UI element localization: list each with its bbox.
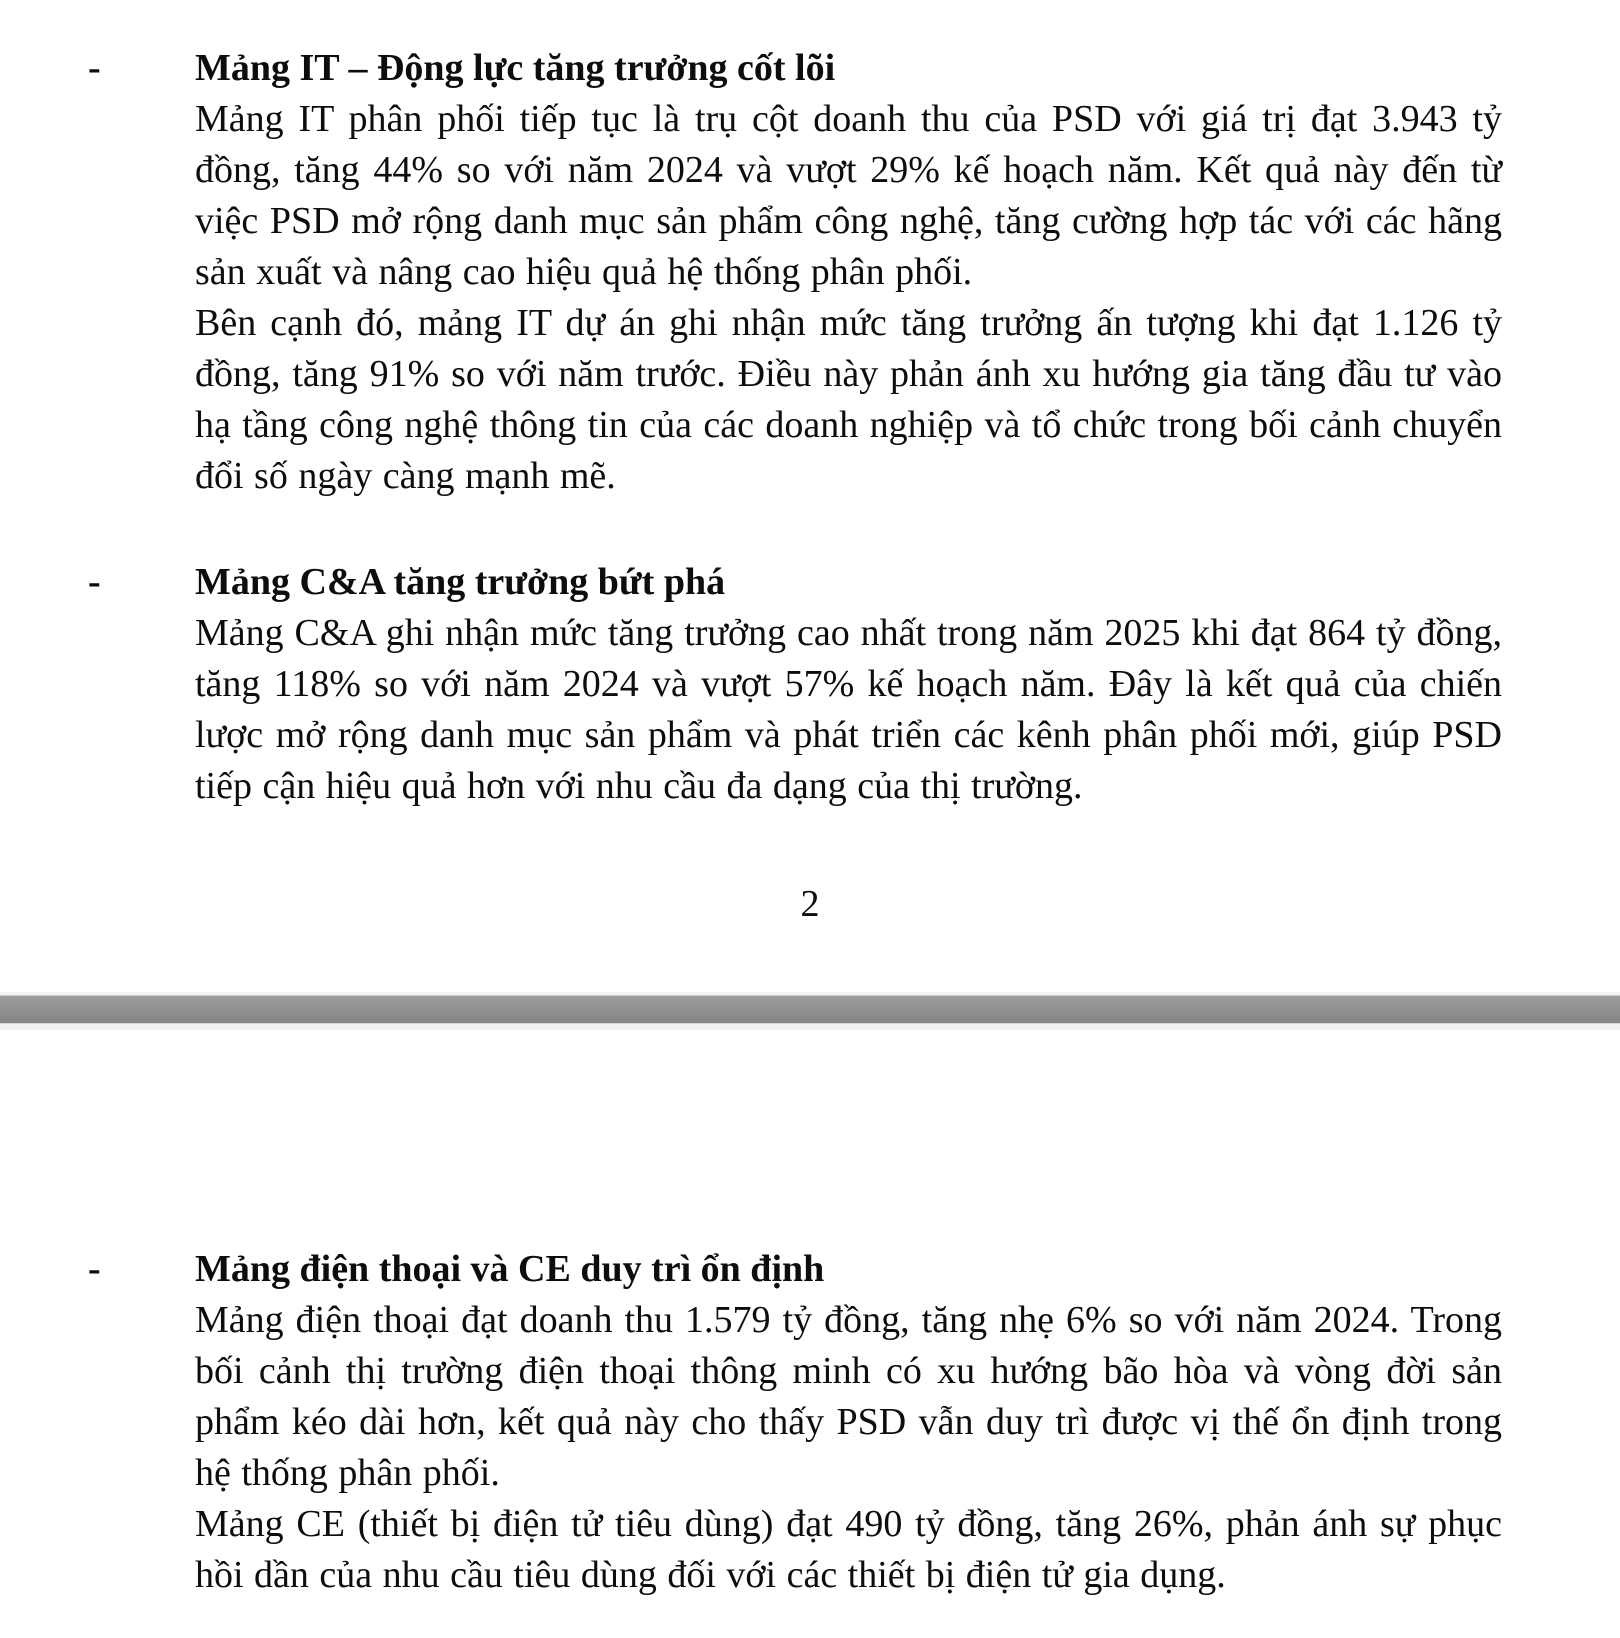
body-paragraph: Mảng C&A ghi nhận mức tăng trưởng cao nhất trong năm 2025 khi đạt 864 tỷ đồng, tăng 118% so với năm 2024 và vượt 57% kế hoạch năm. Đây là kết quả của chiến lược mở rộng danh mục sản phẩm và phát triển các kênh phân phối mới, giúp PSD tiếp cận hiệu quả hơn với nhu cầu đa dạng của thị trường. <box>195 612 1502 807</box>
section-heading-phone-ce: Mảng điện thoại và CE duy trì ổn định <box>195 1248 825 1290</box>
document-page-2 <box>0 1030 1620 1637</box>
section-heading-ca: Mảng C&A tăng trưởng bứt phá <box>195 561 726 603</box>
bullet-dash: - <box>88 47 101 89</box>
body-paragraph: Mảng CE (thiết bị điện tử tiêu dùng) đạt 490 tỷ đồng, tăng 26%, phản ánh sự phục hồi dần của nhu cầu tiêu dùng đối với các thiết bị điện tử gia dụng. <box>195 1503 1502 1596</box>
page-separator <box>0 992 1620 1030</box>
page-2-top-edge <box>0 1023 1620 1030</box>
body-paragraph: Mảng điện thoại đạt doanh thu 1.579 tỷ đồng, tăng nhẹ 6% so với năm 2024. Trong bối cảnh thị trường điện thoại thông minh có xu hướng bão hòa và vòng đời sản phẩm kéo dài hơn, kết quả này cho thấy PSD vẫn duy trì được vị thế ổn định trong hệ thống phân phối. <box>195 1299 1502 1494</box>
bullet-dash: - <box>88 1248 101 1290</box>
section-it <box>88 43 1502 502</box>
page-1-content <box>88 43 1502 930</box>
page-2-content <box>88 1244 1502 1601</box>
section-ca <box>88 557 1502 812</box>
body-paragraph: Bên cạnh đó, mảng IT dự án ghi nhận mức tăng trưởng ấn tượng khi đạt 1.126 tỷ đồng, tăng 91% so với năm trước. Điều này phản ánh xu hướng gia tăng đầu tư vào hạ tầng công nghệ thông tin của các doanh nghiệp và tổ chức trong bối cảnh chuyển đổi số ngày càng mạnh mẽ. <box>195 302 1502 497</box>
section-phone-ce <box>88 1244 1502 1601</box>
page-gap-bar <box>0 996 1620 1023</box>
section-heading-it: Mảng IT – Động lực tăng trưởng cốt lõi <box>195 47 836 89</box>
body-paragraph: Mảng IT phân phối tiếp tục là trụ cột doanh thu của PSD với giá trị đạt 3.943 tỷ đồng, tăng 44% so với năm 2024 và vượt 29% kế hoạch năm. Kết quả này đến từ việc PSD mở rộng danh mục sản phẩm công nghệ, tăng cường hợp tác với các hãng sản xuất và nâng cao hiệu quả hệ thống phân phối. <box>195 98 1502 293</box>
page-number: 2 <box>800 883 820 925</box>
bullet-dash: - <box>88 561 101 603</box>
